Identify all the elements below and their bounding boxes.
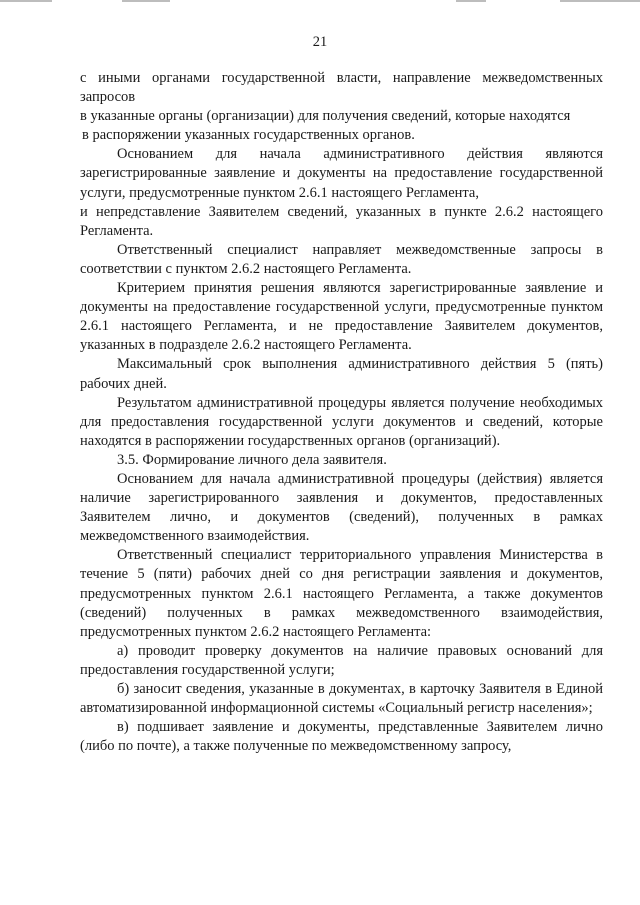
- list-item-a: а) проводит проверку документов на наличие правовых оснований для предоставления государственной услуги;: [80, 642, 603, 678]
- paragraph-9: Результатом административной процедуры является получение необходимых для предоставления государственной услуги документов и сведений, которые находятся в распоряжении государственных органов (организаций).: [80, 394, 603, 449]
- list-item-v: в) подшивает заявление и документы, представленные Заявителем лично (либо по почте), а также полученные по межведомственному запросу,: [80, 719, 603, 755]
- paragraph-7: Критерием принятия решения являются зарегистрированные заявление и документы на предоставление государственной услуги, предусмотренные пунктом 2.6.1 настоящего Регламента, и не предоставление Заявителем документов, указанных в подразделе 2.6.2 настоящего Регламента.: [80, 280, 603, 354]
- section-heading-3-5: 3.5. Формирование личного дела заявителя.: [117, 451, 387, 468]
- paragraph-4: Основанием для начала административного действия являются зарегистрированные заявление и документы на предоставление государственной услуги, предусмотренные пунктом 2.6.1 настоящего Регламента,: [80, 146, 603, 201]
- paragraph-11: Основанием для начала административной процедуры (действия) является наличие зарегистрированного заявления и документов, предоставленных Заявителем лично, и документов (сведений), полученных в рамках межведомственного взаимодействия.: [80, 470, 603, 545]
- document-body: [80, 69, 603, 756]
- paragraph-12: Ответственный специалист территориального управления Министерства в течение 5 (пяти) рабочих дней со дня регистрации заявления и документов, предусмотренных пунктом 2.6.1 настоящего Регламента, а также документов (сведений) полученных в рамках межведомственного взаимодействия, предусмотренных пунктом 2.6.2 настоящего Регламента:: [80, 547, 603, 640]
- paragraph-6: Ответственный специалист направляет межведомственные запросы в соответствии с пунктом 2.6.2 настоящего Регламента.: [80, 241, 603, 277]
- paragraph-1: с иными органами государственной власти, направление межведомственных запросов: [80, 70, 603, 106]
- paragraph-3: в распоряжении указанных государственных органов.: [82, 127, 415, 144]
- paragraph-2: в указанные органы (организации) для получения сведений, которые находятся: [80, 108, 571, 125]
- list-item-b: б) заносит сведения, указанные в документах, в карточку Заявителя в Единой автоматизированной информационной системы «Социальный регистр населения»;: [80, 681, 603, 717]
- scan-edge-marks: [0, 0, 640, 3]
- paragraph-5: и непредставление Заявителем сведений, указанных в пункте 2.6.2 настоящего Регламента.: [80, 203, 603, 239]
- paragraph-8: Максимальный срок выполнения административного действия 5 (пять) рабочих дней.: [80, 356, 603, 392]
- page-number: 21: [312, 34, 328, 50]
